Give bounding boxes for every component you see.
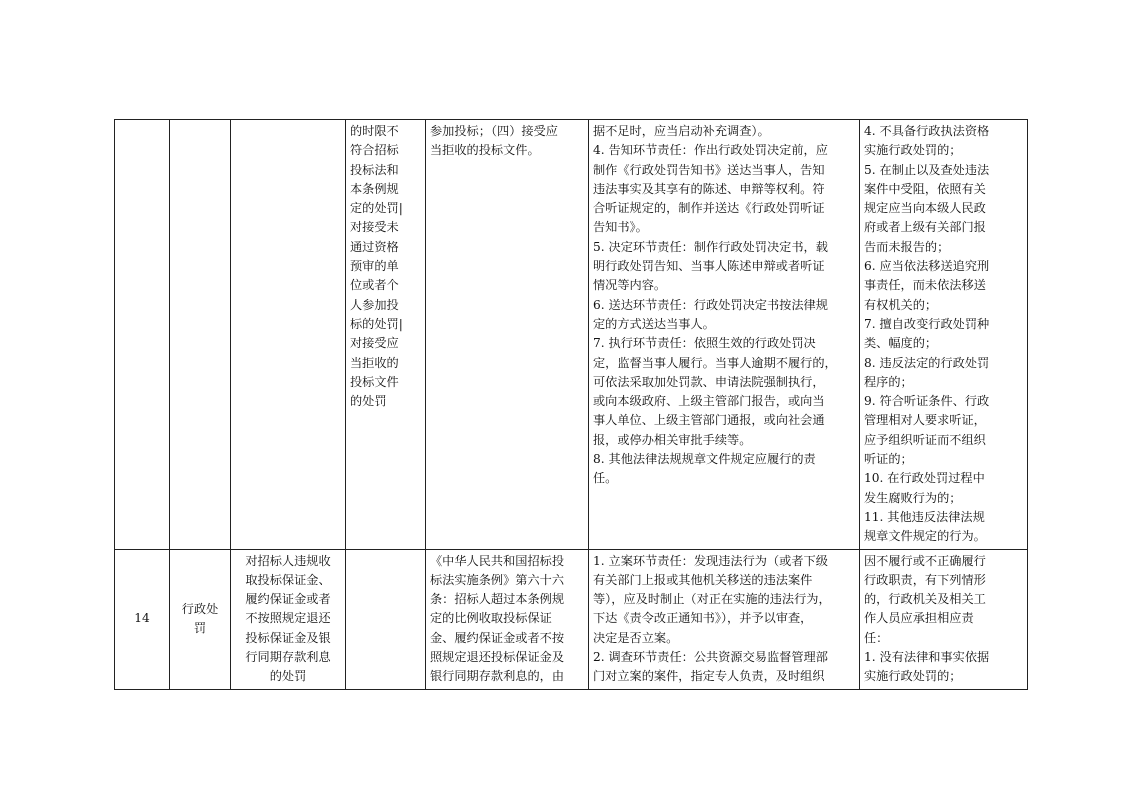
cell-text-line: 符合招标 [350, 143, 399, 158]
cell-text-line: 规定应当向本级人民政 [864, 201, 986, 216]
cell-text-line: 对招标人违规收 [245, 553, 331, 568]
cell-text-line: 照规定退还投标保证金及 [430, 650, 565, 665]
cell-text-line: 本条例规 [350, 181, 399, 196]
cell-text-line: 违法事实及其享有的陈述、申辩等权利。符 [593, 181, 825, 196]
cell-text-line: 实施行政处罚的； [864, 143, 962, 158]
cell-text-line: 有关部门上报或其他机关移送的违法案件 [593, 572, 813, 587]
cell-text-line: 取投标保证金、 [245, 572, 331, 587]
item-cell [231, 549, 346, 689]
cell-text-line: 明行政处罚告知、当事人陈述申辩或者听证 [593, 259, 825, 274]
item-cell [231, 120, 346, 550]
cell-text-line: 府或者上级有关部门报 [864, 220, 986, 235]
cell-text-line: 2. 调查环节责任：公共资源交易监督管理部 [593, 650, 828, 665]
cell-text-line: 《中华人民共和国招标投 [430, 553, 565, 568]
cell-text-line: 的时限不 [350, 124, 399, 138]
cell-text-line: 等），应及时制止（对正在实施的违法行为， [593, 592, 831, 607]
accountability-cell [860, 120, 1028, 550]
cell-text-line: 任： [864, 630, 889, 645]
cell-text-line: 应予组织听证而不组织 [864, 432, 986, 447]
cell-text-line: 对接受未 [350, 220, 399, 235]
cell-text-line: 听证的； [864, 452, 913, 467]
cell-text-line: 事责任，而未依法移送 [864, 278, 986, 293]
cell-text-line: 标的处罚| [350, 316, 403, 331]
cell-text-line: 定的方式送达当事人。 [593, 316, 715, 331]
cell-text-line: 当拒收的投标文件。 [430, 143, 540, 158]
cell-text-line: 7. 执行环节责任：依照生效的行政处罚决 [593, 336, 816, 351]
cell-text-line: 9. 符合听证条件、行政 [864, 394, 990, 409]
cell-text-line: 实施行政处罚的； [864, 669, 962, 684]
cell-text-line: 类、幅度的； [864, 336, 938, 351]
cell-text-line: 行同期存款利息 [245, 650, 331, 665]
basis-cell [426, 549, 589, 689]
cell-text-line: 6. 送达环节责任：行政处罚决定书按法律规 [593, 297, 828, 312]
cell-text-line: 门对立案的案件，指定专人负责，及时组织 [593, 669, 825, 684]
cell-text-line: 条：招标人超过本条例规 [430, 592, 565, 607]
cell-text-line: 4. 告知环节责任：作出行政处罚决定前，应 [593, 143, 828, 158]
cell-text-line: 投标文件 [350, 374, 399, 389]
cell-text-line: 有权机关的； [864, 297, 938, 312]
cell-text-line: 行政职责，有下列情形 [864, 572, 986, 587]
cell-text-line: 因不履行或不正确履行 [864, 553, 986, 568]
cell-text-line: 定的比例收取投标保证 [430, 611, 552, 626]
subitem-cell [346, 549, 426, 689]
cell-text-line: 5. 决定环节责任：制作行政处罚决定书，载 [593, 239, 828, 254]
cell-text-line: 预审的单 [350, 259, 399, 274]
cell-text-line: 位或者个 [350, 278, 399, 293]
cell-text-line: 4. 不具备行政执法资格 [864, 124, 990, 138]
cell-text-line: 6. 应当依法移送追究刑 [864, 259, 990, 274]
cell-text-line: 事人单位、上级主管部门通报，或向社会通 [593, 413, 825, 428]
cell-text-line: 作人员应承担相应责 [864, 611, 974, 626]
cell-text-line: 8. 其他法律法规规章文件规定应履行的责 [593, 452, 816, 467]
cell-text-line: 定的处罚| [350, 201, 403, 216]
cell-text-line: 程序的； [864, 374, 913, 389]
no-cell: 14 [115, 549, 170, 689]
cell-text-line: 的处罚 [269, 669, 307, 684]
cell-text-line: 据不足时，应当启动补充调查）。 [593, 124, 770, 138]
cell-text-line: 11. 其他违反法律法规 [864, 509, 985, 524]
accountability-cell [860, 549, 1028, 689]
cell-text-line: 5. 在制止以及查处违法 [864, 162, 990, 177]
type-cell [170, 120, 231, 550]
cell-text-line: 或向本级政府、上级主管部门报告，或向当 [593, 394, 825, 409]
cell-text-line: 告知书》。 [593, 220, 648, 235]
cell-text-line: 告而未报告的； [864, 239, 950, 254]
cell-text-line: 的处罚 [350, 394, 387, 409]
responsibility-cell [589, 120, 860, 550]
cell-text-line: 行政处 [181, 601, 219, 616]
cell-text-line: 金、履约保证金或者不按 [430, 630, 565, 645]
cell-text-line: 不按照规定退还 [245, 611, 331, 626]
responsibility-table-page [114, 119, 1027, 690]
cell-text-line: 任。 [593, 471, 618, 486]
cell-text-line: 人参加投 [350, 297, 399, 312]
cell-text-line: 下达《责令改正通知书》），并予以审查， [593, 611, 813, 626]
cell-text-line: 10. 在行政处罚过程中 [864, 471, 985, 486]
cell-text-line: 7. 擅自改变行政处罚种 [864, 316, 990, 331]
cell-text-line: 规章文件规定的行为。 [864, 529, 986, 544]
cell-text-line: 8. 违反法定的行政处罚 [864, 355, 990, 370]
responsibility-cell [589, 549, 860, 689]
cell-text-line: 履约保证金或者 [245, 592, 331, 607]
cell-text-line: 罚 [193, 621, 207, 636]
cell-text-line: 标法实施条例》第六十六 [430, 572, 565, 587]
cell-text-line: 1. 没有法律和事实依据 [864, 650, 990, 665]
subitem-cell [346, 120, 426, 550]
cell-text-line: 报，或停办相关审批手续等。 [593, 432, 752, 447]
table-row [115, 549, 1028, 689]
basis-cell [426, 120, 589, 550]
cell-text-line: 的，行政机关及相关工 [864, 592, 986, 607]
cell-text-line: 情况等内容。 [593, 278, 667, 293]
cell-text-line: 参加投标；（四）接受应 [430, 124, 558, 138]
cell-text-line: 发生腐败行为的； [864, 490, 962, 505]
cell-text-line: 管理相对人要求听证， [864, 413, 986, 428]
cell-text-line: 1. 立案环节责任：发现违法行为（或者下级 [593, 553, 828, 568]
cell-text-line: 案件中受阻，依照有关 [864, 181, 986, 196]
table-row [115, 120, 1028, 550]
cell-text-line: 投标保证金及银 [245, 630, 331, 645]
no-cell [115, 120, 170, 550]
cell-text-line: 制作《行政处罚告知书》送达当事人，告知 [593, 162, 825, 177]
cell-text-line: 投标法和 [350, 162, 399, 177]
responsibility-table [114, 119, 1028, 690]
cell-text-line: 决定是否立案。 [593, 630, 679, 645]
cell-text-line: 可依法采取加处罚款、申请法院强制执行， [593, 374, 825, 389]
cell-text-line: 当拒收的 [350, 355, 399, 370]
cell-text-line: 通过资格 [350, 239, 399, 254]
cell-text-line: 对接受应 [350, 336, 399, 351]
cell-text-line: 银行同期存款利息的，由 [430, 669, 565, 684]
type-cell [170, 549, 231, 689]
cell-text-line: 合听证规定的，制作并送达《行政处罚听证 [593, 201, 825, 216]
cell-text-line: 定，监督当事人履行。当事人逾期不履行的， [593, 355, 837, 370]
